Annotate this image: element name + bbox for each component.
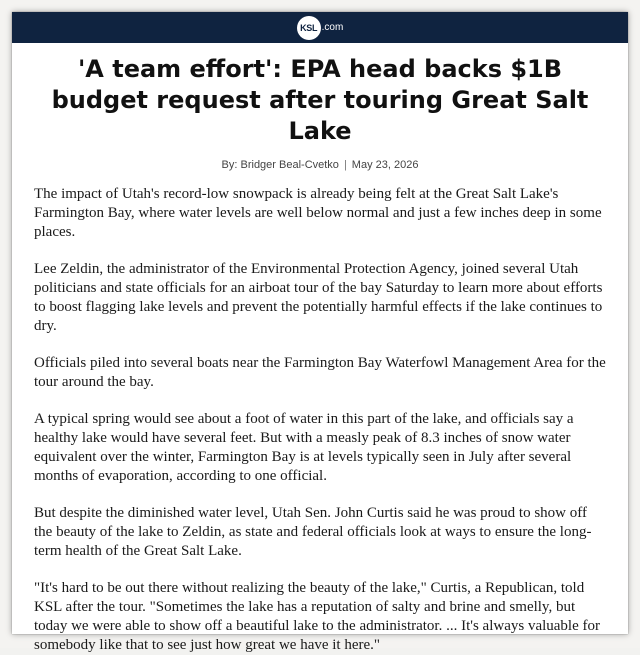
article-paragraph: "It's hard to be out there without realizing the beauty of the lake," Curtis, a Republican, told KSL after the tour. "Sometimes the lake has a reputation of salty and brine and smelly, but today we were able to show off a beautiful lake to the administrator. ... It's always valuable for somebody like that to see just how great we have it here." — [34, 580, 601, 653]
article-card — [12, 12, 628, 653]
article-headline: 'A team effort': EPA head backs $1B budget request after touring Great Salt Lake — [51, 55, 589, 145]
ksl-logo[interactable] — [297, 16, 344, 40]
article-paragraph: But despite the diminished water level, Utah Sen. John Curtis said he was proud to show off the beauty of the lake to Zeldin, as state and federal officials look at ways to ensure the long-term health of the Great Salt Lake. — [34, 505, 592, 559]
byline-separator: | — [343, 159, 347, 171]
article-paragraph: A typical spring would see about a foot of water in this part of the lake, and officials say a healthy lake would have several feet. But with a measly peak of 8.3 inches of snow water equivalent over the winter, Farmington Bay is at levels typically seen in July after several months of evaporation, according to one official. — [34, 411, 574, 484]
site-header-bar — [12, 12, 628, 43]
article-byline — [12, 159, 628, 171]
ksl-logo-suffix: .com — [321, 22, 344, 33]
byline-author: By: Bridger Beal-Cvetko — [221, 159, 339, 171]
article-paragraph: Lee Zeldin, the administrator of the Environmental Protection Agency, joined several Utah politicians and state officials for an airboat tour of the bay Saturday to learn more about efforts to boost flagging lake levels and prevent the potentially harmful effects if the lake continues to dry. — [34, 261, 603, 334]
article-paragraph: Officials piled into several boats near the Farmington Bay Waterfowl Management Area for the tour around the bay. — [34, 355, 606, 390]
article-body — [34, 185, 606, 655]
ksl-logo-badge: KSL — [297, 16, 321, 40]
byline-date: May 23, 2026 — [351, 159, 419, 171]
article-paragraph: The impact of Utah's record-low snowpack is already being felt at the Great Salt Lake's Farmington Bay, where water levels are well below normal and just a few inches deep in some places. — [34, 186, 602, 240]
